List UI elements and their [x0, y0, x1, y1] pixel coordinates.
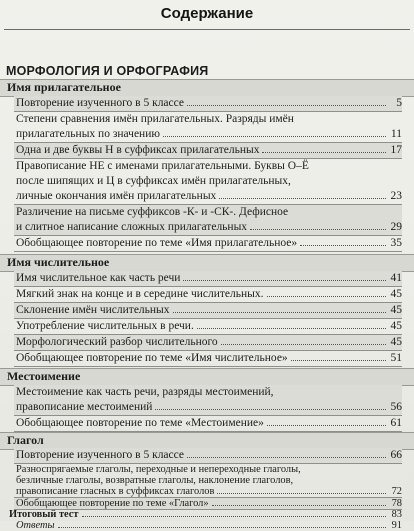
page-title: Содержание	[160, 5, 254, 22]
entry-title: Местоимение как часть речи, разряды местоимений,	[16, 386, 274, 398]
dot-leader	[291, 360, 386, 361]
entry-title: Итоговый тест	[9, 509, 79, 520]
dot-leader	[183, 280, 386, 281]
dot-leader	[300, 245, 386, 246]
toc-entry[interactable]	[14, 319, 402, 335]
page-number: 91	[391, 520, 402, 531]
page-number: 45	[390, 288, 402, 300]
page-number: 61	[390, 417, 402, 429]
entry-title: Различение на письме суффиксов -К- и -СК-. Дефисное	[16, 206, 289, 218]
dot-leader	[262, 152, 386, 153]
entry-title: Повторение изученного в 5 классе	[16, 97, 184, 109]
toc-entry[interactable]	[14, 112, 402, 143]
dot-leader	[155, 409, 386, 410]
toc-entry[interactable]	[14, 448, 402, 464]
page-number: 29	[390, 221, 402, 233]
entry-title: Обобщающее повторение по теме «Местоимение»	[16, 417, 264, 429]
dot-leader	[267, 296, 386, 297]
dot-leader	[163, 136, 386, 137]
page-number: 17	[390, 144, 402, 156]
dot-leader	[197, 328, 386, 329]
entry-title: Морфологический разбор числительного	[16, 336, 218, 348]
page-number: 66	[390, 449, 402, 461]
page-number: 23	[390, 190, 402, 202]
entry-title: Степени сравнения имён прилагательных. Разряды имён	[16, 113, 294, 125]
dot-leader	[187, 457, 386, 458]
toc-entry[interactable]	[14, 464, 402, 498]
entry-title: Повторение изученного в 5 классе	[16, 449, 184, 461]
dot-leader	[267, 425, 386, 426]
dot-leader	[58, 527, 386, 528]
header-divider	[4, 29, 410, 30]
entry-title: Имя числительное как часть речи	[16, 272, 181, 284]
entry-title: после шипящих и Ц в суффиксах имён прилагательных,	[16, 175, 291, 187]
toc-entry[interactable]	[14, 271, 402, 287]
dot-leader	[221, 344, 386, 345]
entry-title: Обобщающее повторение по теме «Глагол»	[16, 498, 209, 509]
page-number: 5	[396, 97, 402, 109]
dot-leader	[187, 105, 386, 106]
dot-leader	[219, 198, 386, 199]
page-number: 45	[390, 320, 402, 332]
page-number: 41	[390, 272, 402, 284]
entry-title: и слитное написание сложных прилагательных	[16, 221, 248, 233]
entry-title: правописание местоимений	[16, 401, 153, 413]
section-title-verb: Глагол	[7, 433, 44, 447]
dot-leader	[217, 493, 386, 494]
toc-entry[interactable]	[14, 287, 402, 303]
section-title-adjective: Имя прилагательное	[7, 80, 121, 94]
page-number: 78	[391, 498, 402, 509]
dot-leader	[173, 312, 386, 313]
entry-title: Ответы	[16, 520, 55, 531]
dot-leader	[250, 229, 386, 230]
part-title: МОРФОЛОГИЯ И ОРФОГРАФИЯ	[6, 64, 209, 78]
page-number: 45	[390, 304, 402, 316]
toc-final-test[interactable]	[7, 509, 402, 520]
toc-entry[interactable]	[14, 303, 402, 319]
page-number: 83	[391, 509, 402, 520]
dot-leader	[212, 505, 386, 506]
page-number: 51	[390, 352, 402, 364]
toc-entry[interactable]	[14, 236, 402, 252]
page-number: 45	[390, 336, 402, 348]
section-title-pronoun: Местоимение	[7, 369, 81, 383]
toc-entry[interactable]	[14, 159, 402, 205]
toc-entry[interactable]	[14, 385, 402, 416]
toc-entry[interactable]	[14, 143, 402, 159]
page-number: 35	[390, 237, 402, 249]
entry-title: Склонение имён числительных	[16, 304, 170, 316]
page-number: 56	[390, 401, 402, 413]
entry-title: Мягкий знак на конце и в середине числительных.	[16, 288, 264, 300]
toc-entry[interactable]	[14, 335, 402, 351]
toc-entry[interactable]	[14, 351, 402, 367]
entry-title: Разноспрягаемые глаголы, переходные и непереходные глаголы,	[16, 464, 301, 475]
page-number: 11	[390, 128, 402, 140]
page-number: 72	[391, 486, 402, 497]
entry-title: Обобщающее повторение по теме «Имя прилагательное»	[16, 237, 298, 249]
entry-title: Одна и две буквы Н в суффиксах прилагательных	[16, 144, 260, 156]
entry-title: Обобщающее повторение по теме «Имя числительное»	[16, 352, 288, 364]
entry-title: прилагательных по значению	[16, 128, 160, 140]
toc-entry[interactable]	[14, 205, 402, 236]
toc-entry[interactable]	[14, 416, 402, 432]
entry-title: правописание гласных в суффиксах глаголов	[16, 486, 215, 497]
entry-title: безличные глаголы, возвратные глаголы, наклонение глаголов,	[16, 475, 294, 486]
entry-title: личные окончания имён прилагательных	[16, 190, 217, 202]
toc-entry[interactable]	[14, 96, 402, 112]
entry-title: Правописание НЕ с именами прилагательными. Буквы О–Ё	[16, 160, 309, 172]
entry-title: Употребление числительных в речи.	[16, 320, 194, 332]
section-title-numeral: Имя числительное	[7, 255, 110, 269]
toc-answers[interactable]	[14, 520, 402, 531]
dot-leader	[82, 516, 386, 517]
